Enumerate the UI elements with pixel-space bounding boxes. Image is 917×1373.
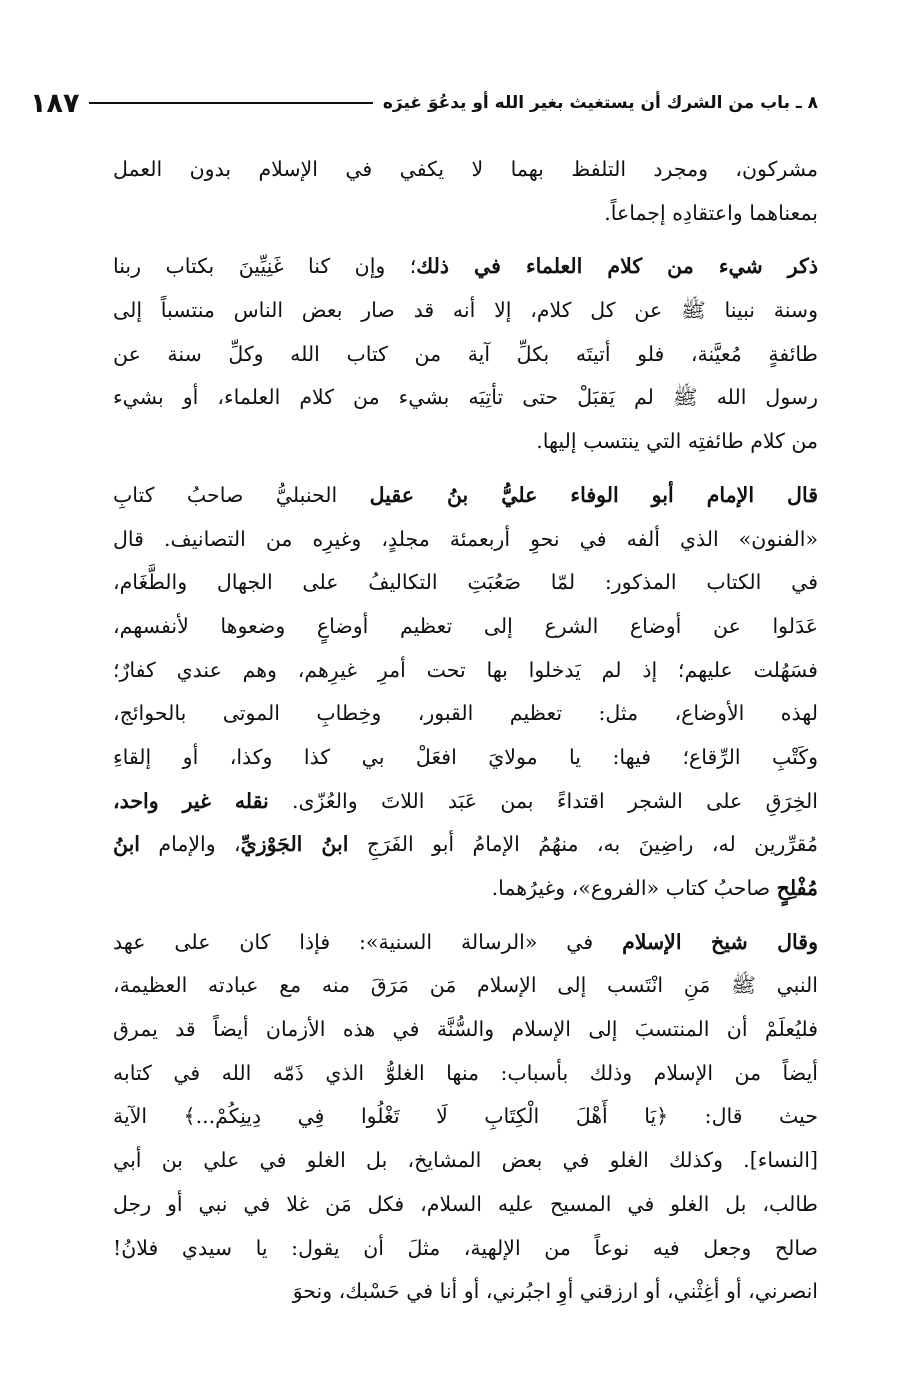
text-segment: مُقرِّرين له، راضِينَ به، منهُمُ الإمامُ أبو الفَرَجِ [348,832,818,857]
text-segment: «الفنون» الذي ألفه في نحوِ أربعمئة مجلدٍ، وغيرِه من التصانيف. قال [113,526,818,551]
text-line [113,245,818,289]
text-line [113,736,818,780]
text-line [113,420,818,464]
text-segment: أيضاً من الإسلام وذلك بأسباب: منها الغلوُّ الذي ذَمّه الله في كتابه [113,1060,818,1085]
text-line [113,1139,818,1183]
text-line [113,823,818,867]
text-segment: طالب، بل الغلو في المسيح عليه السلام، فكل مَن غلا في نبي أو رجل [113,1191,818,1216]
text-line [113,1183,818,1227]
bold-text-segment: وقال شيخ الإسلام [622,929,818,954]
chapter-title: ٨ ـ باب من الشرك أن يستغيث بغير الله أو يدعُوَ غيرَه [382,93,818,113]
text-segment: فسَهُلت عليهم؛ إذ لم يَدخلوا بها تحت أمرِ غيرِهم، وهم عندي كفارٌ؛ [113,657,818,682]
text-line [113,333,818,377]
body-text [113,148,818,1324]
text-line [113,1052,818,1096]
text-segment: وسنة نبينا ﷺ عن كل كلام، إلا أنه قد صار بعض الناس منتسباً إلى [113,298,818,323]
text-line [113,780,818,824]
paragraph [113,245,818,463]
text-segment: الحنبليُّ صاحبُ كتابِ [113,482,370,507]
text-line [113,148,818,192]
text-segment: حيث قال: ﴿يَا أَهْلَ الْكِتَابِ لَا تَغْلُوا فِي دِينِكُمْ...﴾ الآية [113,1104,818,1129]
text-line [113,867,818,911]
text-segment: في الكتاب المذكور: لمّا صَعُبَتِ التكاليفُ على الجهال والطَّغَام، [113,570,818,595]
paragraph [113,474,818,911]
text-segment: فليُعلَمْ أن المنتسبَ إلى الإسلام والسُّنَّة في هذه الأزمان أيضاً قد يمرق [113,1017,818,1042]
text-line [113,474,818,518]
page-number: ١٨٧ [30,87,80,119]
text-segment: انصرني، أو أغِثْني، أو ارزقني أوِ اجبُرني، أو أنا في حَسْبك، ونحوَ [292,1279,818,1304]
text-line [113,1008,818,1052]
text-line [113,1095,818,1139]
text-segment: لهذه الأوضاع، مثل: تعظيم القبور، وخِطابِ الموتى بالحوائج، [113,701,818,726]
text-line [113,376,818,420]
paragraph [113,921,818,1314]
paragraph [113,148,818,235]
text-segment: في «الرسالة السنية»: فإذا كان على عهد [113,929,623,954]
text-line [113,605,818,649]
text-line [113,289,818,333]
text-segment: [النساء]. وكذلك الغلو في بعض المشايخ، بل الغلو في علي بن أبي [113,1148,818,1173]
bold-text-segment: ابنُ الجَوْزيِّ [240,832,349,857]
bold-text-segment: ابنُ [113,832,141,857]
text-segment: طائفةٍ مُعيَّنة، فلو أتيتَه بكلِّ آية من كتاب الله وكلِّ سنة عن [113,341,818,366]
text-line [113,1227,818,1271]
text-segment: صالح وجعل فيه نوعاً من الإلهية، مثلَ أن يقول: يا سيدي فلانُ! [113,1235,818,1260]
bold-text-segment: مُفْلِحٍ [776,876,818,900]
header-rule [89,102,372,104]
text-line [113,518,818,562]
text-segment: ، والإمام [140,832,241,857]
text-line [113,921,818,965]
text-segment: عَدَلوا عن أوضاع الشرع إلى تعظيم أوضاعٍ وضعوها لأنفسهم، [113,613,818,638]
text-line [113,192,818,236]
text-segment: رسول الله ﷺ لم يَقبَلْ حتى تأتِيَه بشيء من كلام العلماء، أو بشيء [113,385,818,410]
text-line [113,1270,818,1314]
text-line [113,649,818,693]
bold-text-segment: قال الإمام أبو الوفاء عليُّ بنُ عقيل [369,482,818,507]
text-line [113,561,818,605]
bold-text-segment: نقله غير واحد، [113,788,269,813]
text-line [113,692,818,736]
text-segment: النبي ﷺ مَنِ انْتَسب إلى الإسلام مَن مَرَقَ منه مع عبادته العظيمة، [113,973,818,998]
text-line [113,964,818,1008]
text-segment: الخِرَقِ على الشجر اقتداءً بمن عَبَد اللاتَ والعُزّى. [268,788,818,813]
text-segment: مشركون، ومجرد التلفظ بهما لا يكفي في الإسلام بدون العمل [113,157,818,181]
text-segment: من كلام طائفتِه التي ينتسب إليها. [536,429,818,454]
text-segment: ؛ وإن كنا غَنِيِّينَ بكتاب ربنا [113,254,417,279]
text-segment: بمعناهما واعتقادِه إجماعاً. [604,200,818,225]
running-header [30,86,818,120]
text-segment: وكَتْبِ الرِّقاع؛ فيها: يا مولايَ افعَلْ بي كذا وكذا، أو إلقاءِ [113,744,818,769]
bold-text-segment: ذكر شيء من كلام العلماء في ذلك [416,254,818,279]
text-segment: صاحبُ كتاب «الفروع»، وغيرُهما. [491,876,777,900]
